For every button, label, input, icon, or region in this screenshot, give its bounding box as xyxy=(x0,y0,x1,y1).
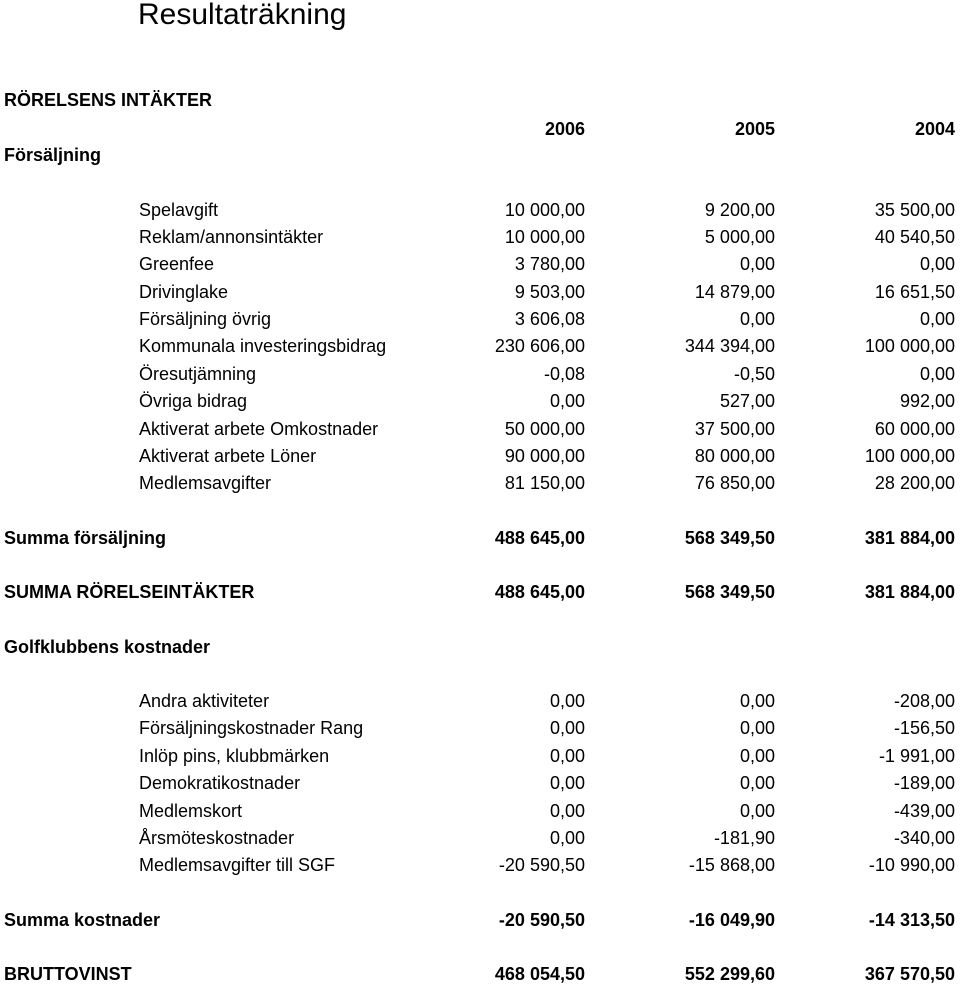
summa-forsaljning-row xyxy=(0,527,960,549)
value-2006: -0,08 xyxy=(543,364,585,384)
value-2004: 0,00 xyxy=(919,254,955,274)
sales-row xyxy=(0,390,960,412)
row-label: Drivinglake xyxy=(139,282,229,302)
value-2004: 100 000,00 xyxy=(864,336,955,356)
row-label: Medlemskort xyxy=(139,801,243,821)
row-label: Andra aktiviteter xyxy=(139,691,270,711)
value-2006: -20 590,50 xyxy=(498,855,585,875)
subheading-golfklubbens-kostnader: Golfklubbens kostnader xyxy=(4,637,211,657)
sales-row xyxy=(0,199,960,221)
value-2004: -439,00 xyxy=(893,801,955,821)
value-2006: -20 590,50 xyxy=(498,910,585,930)
value-2005: 76 850,00 xyxy=(694,473,775,493)
row-label: Årsmöteskostnader xyxy=(139,828,295,848)
year-header-2006: 2006 xyxy=(544,119,585,139)
value-2005: 9 200,00 xyxy=(704,200,775,220)
value-2006: 0,00 xyxy=(549,828,585,848)
value-2005: 0,00 xyxy=(739,773,775,793)
value-2004: 381 884,00 xyxy=(864,582,955,602)
value-2006: 0,00 xyxy=(549,773,585,793)
value-2005: -181,90 xyxy=(713,828,775,848)
value-2004: -156,50 xyxy=(893,718,955,738)
row-label: Reklam/annonsintäkter xyxy=(139,227,324,247)
row-label: Kommunala investeringsbidrag xyxy=(139,336,387,356)
cost-row xyxy=(0,827,960,849)
sales-row xyxy=(0,445,960,467)
value-2004: 0,00 xyxy=(919,309,955,329)
cost-row xyxy=(0,690,960,712)
row-label: Greenfee xyxy=(139,254,215,274)
value-2005: 0,00 xyxy=(739,718,775,738)
value-2004: -189,00 xyxy=(893,773,955,793)
value-2005: 0,00 xyxy=(739,746,775,766)
row-label: Aktiverat arbete Löner xyxy=(139,446,317,466)
value-2006: 81 150,00 xyxy=(504,473,585,493)
sales-row xyxy=(0,472,960,494)
row-label: Inlöp pins, klubbmärken xyxy=(139,746,330,766)
page-title: Resultaträkning xyxy=(138,0,347,31)
value-2006: 488 645,00 xyxy=(494,528,585,548)
row-label: Försäljningskostnader Rang xyxy=(139,718,364,738)
sales-row xyxy=(0,281,960,303)
sales-row xyxy=(0,226,960,248)
row-label: Övriga bidrag xyxy=(139,391,248,411)
value-2004: -340,00 xyxy=(893,828,955,848)
value-2005: 5 000,00 xyxy=(704,227,775,247)
value-2005: 0,00 xyxy=(739,309,775,329)
value-2004: 40 540,50 xyxy=(874,227,955,247)
row-label: Försäljning övrig xyxy=(139,309,272,329)
value-2005: 37 500,00 xyxy=(694,419,775,439)
row-label: BRUTTOVINST xyxy=(4,964,132,984)
value-2004: 60 000,00 xyxy=(874,419,955,439)
sales-row xyxy=(0,253,960,275)
summa-kostnader-row xyxy=(0,909,960,931)
value-2005: 0,00 xyxy=(739,801,775,821)
cost-row xyxy=(0,800,960,822)
value-2004: 367 570,50 xyxy=(864,964,955,984)
sales-row xyxy=(0,308,960,330)
cost-row xyxy=(0,772,960,794)
cost-row xyxy=(0,745,960,767)
value-2006: 3 606,08 xyxy=(514,309,585,329)
value-2005: 527,00 xyxy=(719,391,775,411)
row-label: Demokratikostnader xyxy=(139,773,301,793)
value-2004: 35 500,00 xyxy=(874,200,955,220)
row-label: Öresutjämning xyxy=(139,364,257,384)
row-label: Spelavgift xyxy=(139,200,219,220)
sales-row xyxy=(0,335,960,357)
row-label: Medlemsavgifter xyxy=(139,473,272,493)
value-2005: 80 000,00 xyxy=(694,446,775,466)
value-2005: 568 349,50 xyxy=(684,528,775,548)
value-2006: 0,00 xyxy=(549,801,585,821)
value-2005: 0,00 xyxy=(739,691,775,711)
row-label: Medlemsavgifter till SGF xyxy=(139,855,336,875)
value-2006: 3 780,00 xyxy=(514,254,585,274)
row-label: Aktiverat arbete Omkostnader xyxy=(139,419,379,439)
value-2004: -10 990,00 xyxy=(868,855,955,875)
year-header-2004: 2004 xyxy=(914,119,955,139)
value-2004: 381 884,00 xyxy=(864,528,955,548)
value-2005: 344 394,00 xyxy=(684,336,775,356)
value-2006: 488 645,00 xyxy=(494,582,585,602)
value-2006: 10 000,00 xyxy=(504,200,585,220)
row-label: SUMMA RÖRELSEINTÄKTER xyxy=(4,582,255,602)
value-2005: 568 349,50 xyxy=(684,582,775,602)
value-2004: -1 991,00 xyxy=(878,746,955,766)
value-2004: 0,00 xyxy=(919,364,955,384)
value-2004: -14 313,50 xyxy=(868,910,955,930)
value-2005: 0,00 xyxy=(739,254,775,274)
value-2004: 100 000,00 xyxy=(864,446,955,466)
section-heading-rorelsens-intakter: RÖRELSENS INTÄKTER xyxy=(4,90,213,110)
value-2006: 0,00 xyxy=(549,691,585,711)
year-header-2005: 2005 xyxy=(734,119,775,139)
value-2004: 28 200,00 xyxy=(874,473,955,493)
value-2006: 0,00 xyxy=(549,391,585,411)
summa-rorelseintakter-row xyxy=(0,581,960,603)
value-2004: 992,00 xyxy=(899,391,955,411)
sales-row xyxy=(0,418,960,440)
value-2005: 14 879,00 xyxy=(694,282,775,302)
value-2005: -0,50 xyxy=(733,364,775,384)
row-label: Summa kostnader xyxy=(4,910,161,930)
sales-row xyxy=(0,363,960,385)
value-2006: 0,00 xyxy=(549,746,585,766)
value-2005: 552 299,60 xyxy=(684,964,775,984)
value-2006: 50 000,00 xyxy=(504,419,585,439)
value-2004: -208,00 xyxy=(893,691,955,711)
value-2005: -16 049,90 xyxy=(688,910,775,930)
value-2006: 0,00 xyxy=(549,718,585,738)
subheading-forsaljning: Försäljning xyxy=(4,145,102,165)
value-2004: 16 651,50 xyxy=(874,282,955,302)
value-2005: -15 868,00 xyxy=(688,855,775,875)
row-label: Summa försäljning xyxy=(4,528,167,548)
value-2006: 9 503,00 xyxy=(514,282,585,302)
value-2006: 90 000,00 xyxy=(504,446,585,466)
cost-row xyxy=(0,717,960,739)
cost-row xyxy=(0,854,960,876)
value-2006: 230 606,00 xyxy=(494,336,585,356)
value-2006: 10 000,00 xyxy=(504,227,585,247)
value-2006: 468 054,50 xyxy=(494,964,585,984)
bruttovinst-row xyxy=(0,963,960,985)
